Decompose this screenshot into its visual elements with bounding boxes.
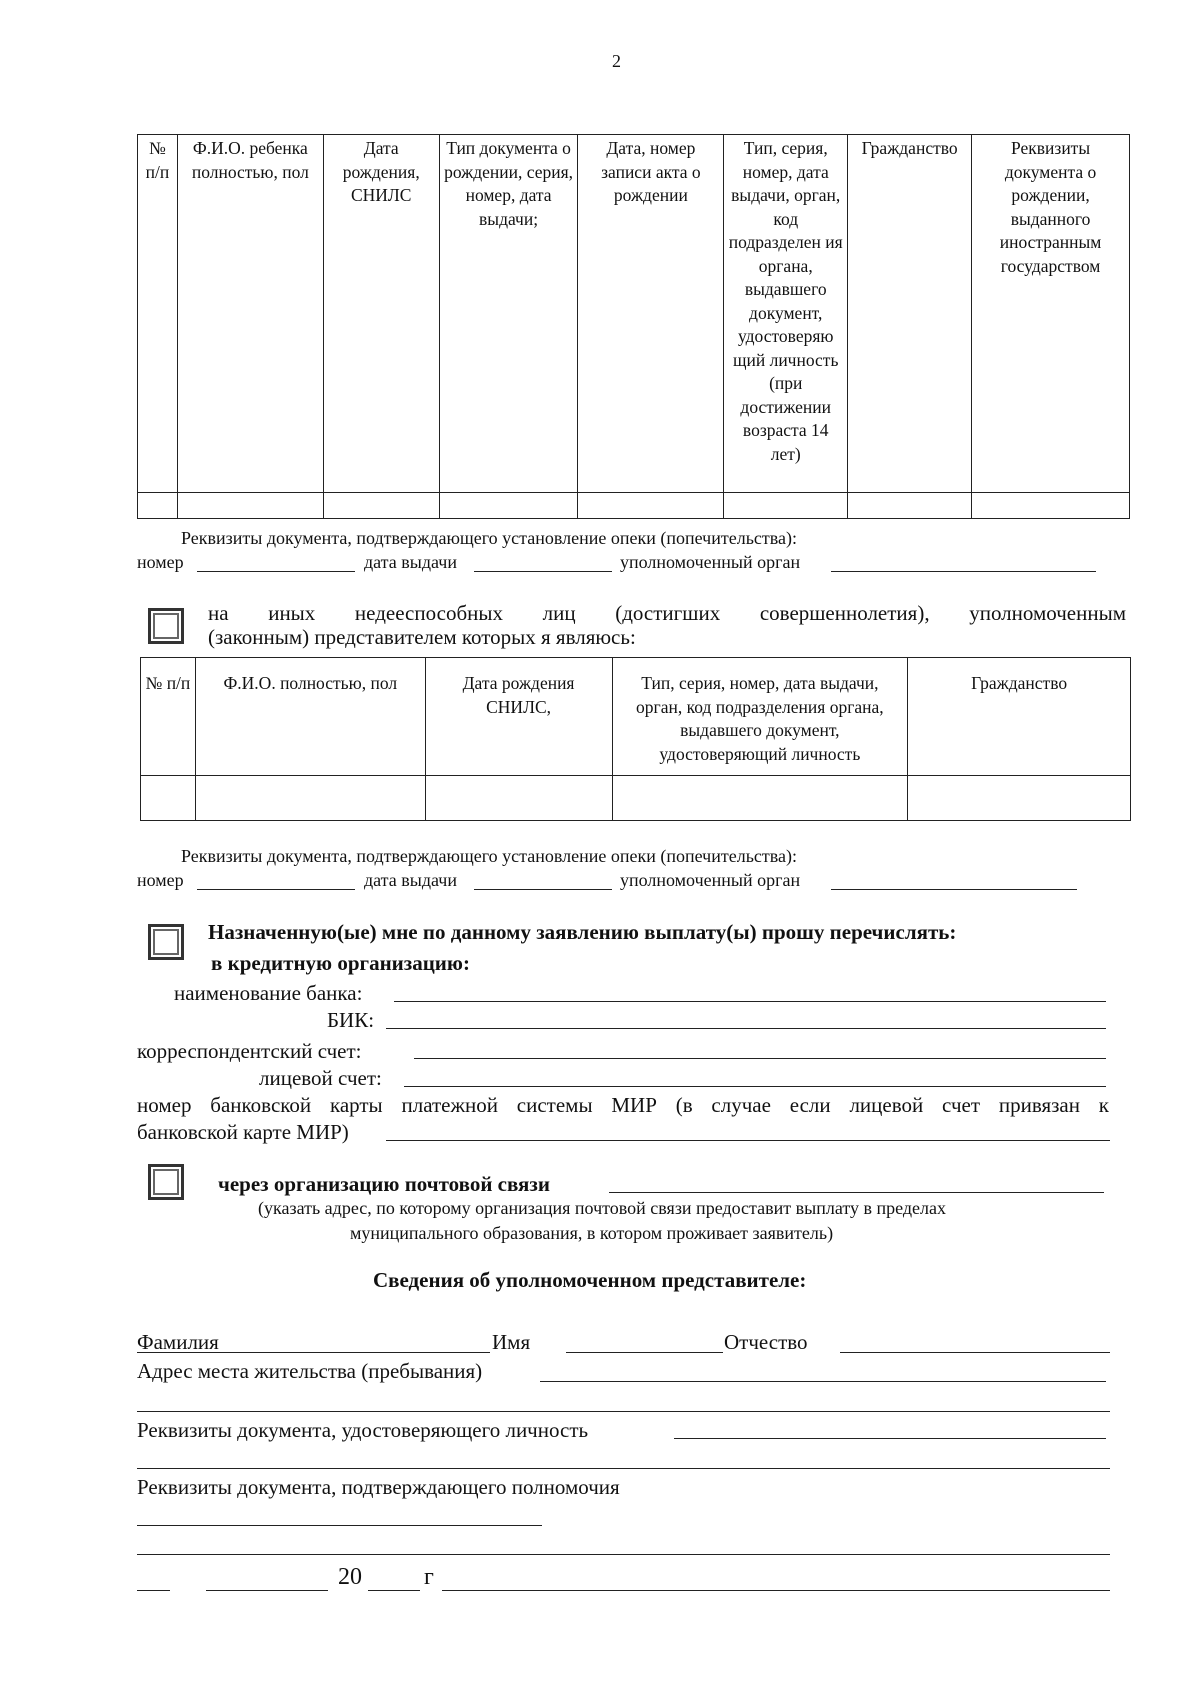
name-label: Имя [492,1330,531,1354]
personal-account-field[interactable] [404,1086,1106,1087]
table2-header-num: № п/п [141,658,196,776]
id-doc-field[interactable] [674,1438,1106,1439]
signature-field[interactable] [442,1590,1110,1591]
date-month-field[interactable] [206,1590,328,1591]
corr-account-label: корреспондентский счет: [137,1039,362,1063]
date-year-field[interactable] [368,1590,420,1591]
corr-account-field[interactable] [414,1058,1106,1059]
table1-cell[interactable] [323,493,439,519]
guardianship1-number-label: номер [137,552,184,572]
table1-cell[interactable] [177,493,323,519]
table2-cell[interactable] [141,776,196,821]
payment-heading: Назначенную(ые) мне по данному заявлению выплату(ы) прошу перечислять: [208,920,957,944]
guardianship2-authority-field[interactable] [831,889,1077,890]
date-day-field[interactable] [137,1590,170,1591]
table1-header-act-record: Дата, номер записи акта о рождении [578,135,724,493]
surname-label: Фамилия [137,1330,219,1354]
guardianship1-authority-label: уполномоченный орган [620,552,801,572]
bank-name-label: наименование банка: [174,981,363,1005]
authority-doc-label: Реквизиты документа, подтверждающего полномочия [137,1475,620,1499]
post-note-line1: (указать адрес, по которому организация почтовой связи предоставит выплату в пределах [258,1198,946,1218]
table1-header-foreign-doc: Реквизиты документа о рождении, выданного иностранным государством [972,135,1130,493]
payment-credit-org-checkbox[interactable] [148,924,184,960]
patronymic-field[interactable] [840,1352,1110,1353]
surname-field[interactable] [137,1352,490,1353]
table2-cell[interactable] [425,776,612,821]
guardianship1-authority-field[interactable] [831,571,1096,572]
incapable-text-line1: на иных недееспособных лиц (достигших совершеннолетия), уполномоченным [208,601,1126,625]
post-address-field[interactable] [609,1192,1104,1193]
table1-header-birthdate: Дата рождения, СНИЛС [323,135,439,493]
guardianship2-title: Реквизиты документа, подтверждающего установление опеки (попечительства): [181,846,797,866]
incapable-persons-checkbox[interactable] [148,608,184,644]
representative-heading: Сведения об уполномоченном представителе: [373,1268,807,1292]
table1-header-birth-doc: Тип документа о рождении, серия, номер, дата выдачи; [439,135,578,493]
guardianship1-number-field[interactable] [197,571,355,572]
card-number-line1: номер банковской карты платежной системы МИР (в случае если лицевой счет привязан к [137,1093,1109,1117]
post-label: через организацию почтовой связи [218,1172,550,1196]
table2-header-citizenship: Гражданство [908,658,1131,776]
guardianship2-date-label: дата выдачи [364,870,457,890]
table1-header-fio: Ф.И.О. ребенка полностью, пол [177,135,323,493]
guardianship2-authority-label: уполномоченный орган [620,870,801,890]
table2-header-fio: Ф.И.О. полностью, пол [195,658,425,776]
table1-header-citizenship: Гражданство [848,135,972,493]
table2-cell[interactable] [908,776,1131,821]
id-doc-label: Реквизиты документа, удостоверяющего личность [137,1418,589,1442]
guardianship1-title: Реквизиты документа, подтверждающего установление опеки (попечительства): [181,528,797,548]
address-field-extra[interactable] [137,1411,1110,1412]
date-year-suffix: г [424,1564,434,1590]
payment-credit-org-label: в кредитную организацию: [211,951,470,975]
table2-header-id-doc: Тип, серия, номер, дата выдачи, орган, код подразделения органа, выдавшего документ, удостоверяющий личность [612,658,908,776]
payment-post-checkbox[interactable] [148,1164,184,1200]
id-doc-field-extra[interactable] [137,1468,1110,1469]
patronymic-label: Отчество [724,1330,808,1354]
authority-doc-field-extra[interactable] [137,1554,1110,1555]
post-note-line2: муниципального образования, в котором проживает заявитель) [350,1223,834,1243]
incapable-text-line2: (законным) представителем которых я являюсь: [208,625,636,649]
table2-header-birthdate: Дата рождения СНИЛС, [425,658,612,776]
incapable-table [140,657,1131,821]
name-field[interactable] [566,1352,723,1353]
card-number-line2: банковской карте МИР) [137,1120,349,1144]
table1-cell[interactable] [972,493,1130,519]
guardianship2-number-label: номер [137,870,184,890]
guardianship2-date-field[interactable] [474,889,612,890]
date-year-prefix: 20 [338,1564,362,1590]
guardianship2-number-field[interactable] [197,889,355,890]
address-field[interactable] [540,1381,1106,1382]
table1-cell[interactable] [439,493,578,519]
table1-cell[interactable] [848,493,972,519]
bik-field[interactable] [386,1028,1106,1029]
children-table [137,134,1130,519]
bik-label: БИК: [327,1008,375,1032]
card-number-field[interactable] [386,1140,1110,1141]
table1-cell[interactable] [578,493,724,519]
table1-header-id-doc: Тип, серия, номер, дата выдачи, орган, код подразделен ия органа, выдавшего документ, удостоверяю щий личность (при достижении возраста 14 лет) [724,135,848,493]
bank-name-field[interactable] [394,1001,1106,1002]
table1-cell[interactable] [724,493,848,519]
table1-header-num: № п/п [138,135,178,493]
guardianship1-date-field[interactable] [474,571,612,572]
table1-cell[interactable] [138,493,178,519]
authority-doc-field[interactable] [137,1525,542,1526]
page-number: 2 [612,51,621,71]
personal-account-label: лицевой счет: [259,1066,382,1090]
address-label: Адрес места жительства (пребывания) [137,1359,483,1383]
table2-cell[interactable] [612,776,908,821]
guardianship1-date-label: дата выдачи [364,552,457,572]
table2-cell[interactable] [195,776,425,821]
